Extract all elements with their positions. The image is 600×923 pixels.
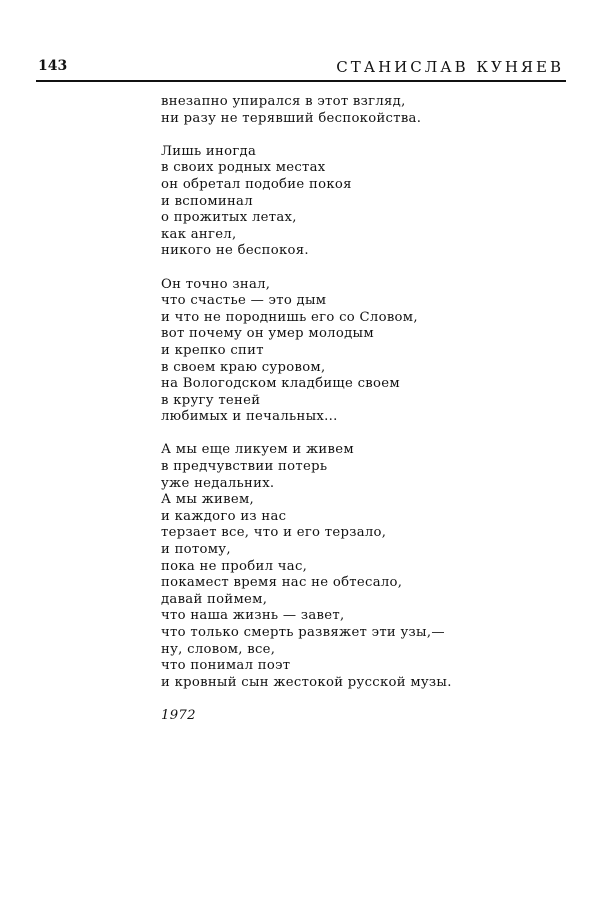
stanza [161, 144, 452, 260]
poem-line: вот почему он умер молодым [161, 326, 374, 342]
stanza [161, 277, 452, 426]
poem-line: ну, словом, все, [161, 641, 276, 657]
poem-line: никого не беспокоя. [161, 243, 309, 259]
poem-line: что только смерть развяжет эти узы,— [161, 625, 445, 640]
poem-line: давай поймем, [161, 591, 268, 607]
poem-line: на Вологодском кладбище своем [161, 376, 400, 392]
poem-line: в своих родных местах [161, 160, 326, 176]
poem-line: пока не пробил час, [161, 558, 308, 574]
stanza [161, 94, 452, 127]
page-number: 143 [38, 58, 68, 74]
poem-line: он обретал подобие покоя [161, 176, 352, 192]
header-rule [36, 80, 566, 82]
poem-line: терзает все, что и его терзало, [161, 525, 387, 541]
poem-line: А мы живем, [161, 492, 255, 508]
running-title: СТАНИСЛАВ КУНЯЕВ [336, 58, 564, 76]
poem-line: ни разу не терявший беспокойства. [161, 110, 422, 126]
stanza [161, 442, 452, 691]
poem-year: 1972 [161, 707, 196, 723]
poem-line: в предчувствии потерь [161, 459, 328, 475]
poem-line: и кровный сын жестокой русской музы. [161, 674, 452, 690]
poem-line: о прожитых летах, [161, 210, 297, 226]
poem-line: и что не породнишь его со Словом, [161, 309, 418, 325]
poem-line: и вспоминал [161, 193, 253, 209]
poem-line: что понимал поэт [161, 658, 291, 674]
poem-line: покамест время нас не обтесало, [161, 575, 403, 591]
poem-line: Лишь иногда [161, 143, 257, 159]
poem-line: и крепко спит [161, 342, 264, 358]
poem-line: и каждого из нас [161, 508, 287, 524]
poem [161, 94, 452, 725]
poem-line: Он точно знал, [161, 276, 271, 292]
poem-line: в своем краю суровом, [161, 359, 326, 375]
poem-line: уже недальних. [161, 475, 275, 491]
poem-line: как ангел, [161, 226, 237, 242]
poem-line: и потому, [161, 542, 231, 558]
poem-line: любимых и печальных... [161, 409, 338, 425]
poem-line: внезапно упирался в этот взгляд, [161, 94, 406, 109]
poem-line: А мы еще ликуем и живем [161, 442, 354, 458]
poem-line: что наша жизнь — завет, [161, 608, 345, 624]
poem-line: что счастье — это дым [161, 293, 327, 309]
poem-line: в кругу теней [161, 392, 261, 408]
stanzas [161, 94, 452, 691]
